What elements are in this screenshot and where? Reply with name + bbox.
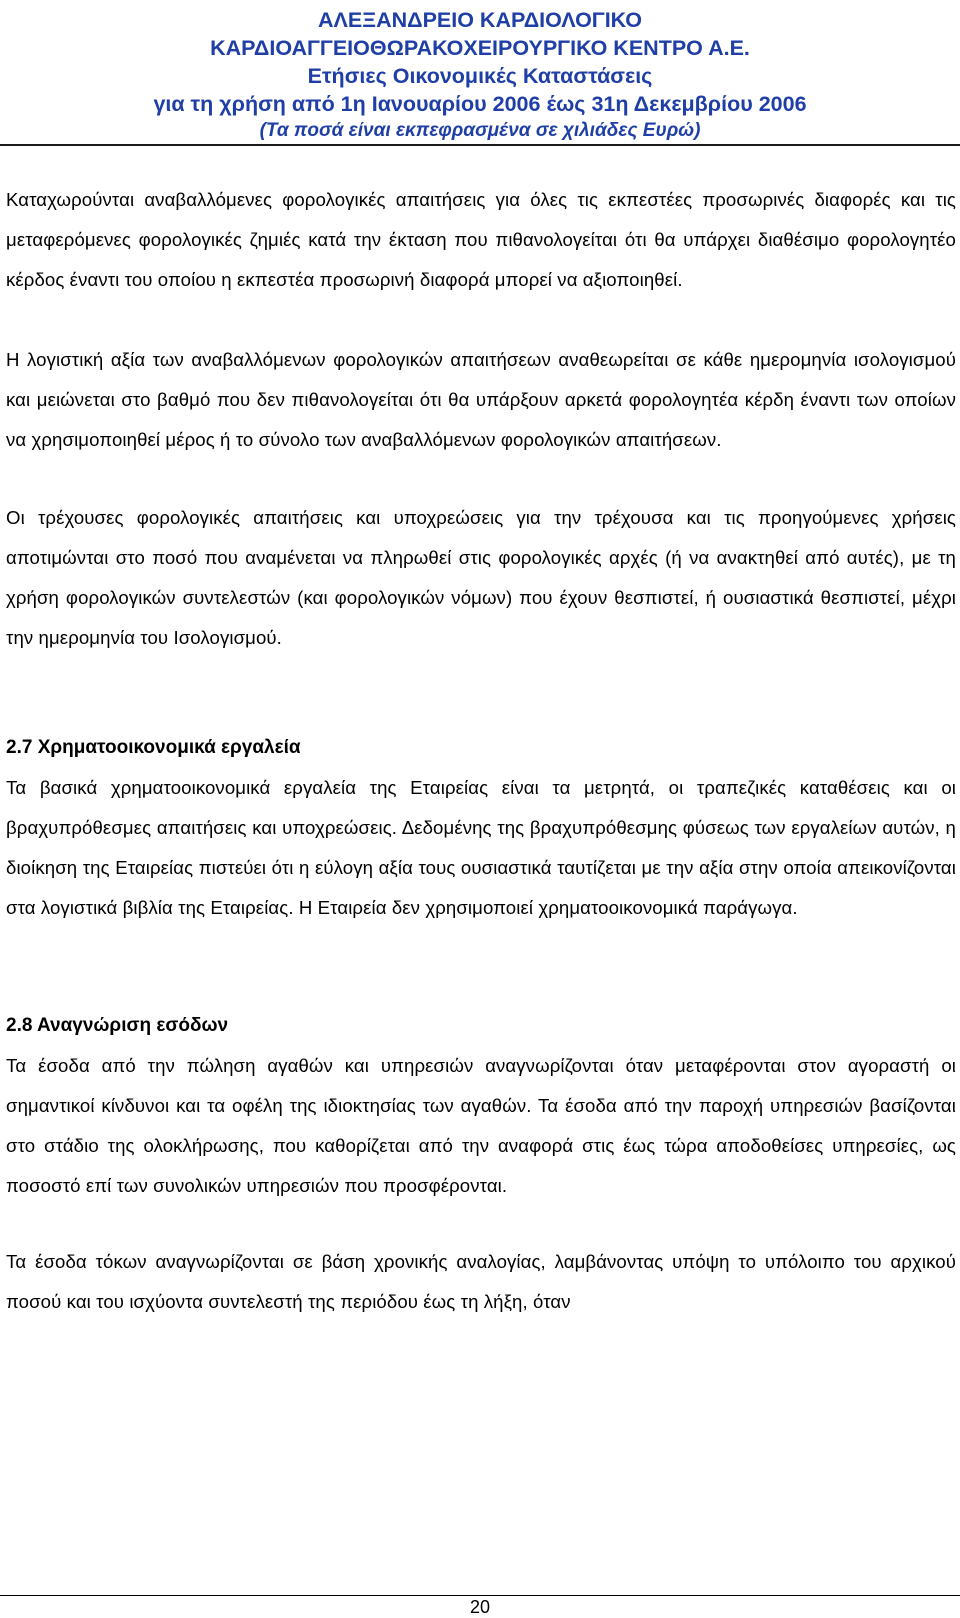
currency-note: (Τα ποσά είναι εκπεφρασμένα σε χιλιάδες Ευρώ) [259,120,701,141]
document-header [0,6,960,144]
section-heading-2-8: 2.8 Αναγνώριση εσόδων [6,1015,229,1036]
paragraph-financial-instruments: Τα βασικά χρηματοοικονομικά εργαλεία της Εταιρείας είναι τα μετρητά, οι τραπεζικές καταθέσεις και οι βραχυπρόθεσμες απαιτήσεις και υποχρεώσεις. Δεδομένης της βραχυπρόθεσμης φύσεως των εργαλείων αυτών, η διοίκηση της Εταιρείας πιστεύει ότι η εύλογη αξία τους ουσιαστικά ταυτίζεται με την αξία στην οποία απεικονίζονται στα λογιστικά βιβλία της Εταιρείας. Η Εταιρεία δεν χρησιμοποιεί χρηματοοικονομικά παράγωγα. [6,777,956,918]
paragraph-revenue-goods-services: Τα έσοδα από την πώληση αγαθών και υπηρεσιών αναγνωρίζονται όταν μεταφέρονται στον αγοραστή οι σημαντικοί κίνδυνοι και τα οφέλη της ιδιοκτησίας των αγαθών. Τα έσοδα από την παροχή υπηρεσιών βασίζονται στο στάδιο της ολοκλήρωσης, που καθορίζεται από την αναφορά στις έως τώρα αποδοθείσες υπηρεσίες, ως ποσοστό επί των συνολικών υπηρεσιών που προσφέρονται. [6,1055,956,1196]
page-number: 20 [469,1597,491,1617]
paragraph-interest-income: Τα έσοδα τόκων αναγνωρίζονται σε βάση χρονικής αναλογίας, λαμβάνοντας υπόψη το υπόλοιπο του αρχικού ποσού και του ισχύοντα συντελεστή της περιόδου έως τη λήξη, όταν [6,1251,956,1312]
report-title: Ετήσιες Οικονομικές Καταστάσεις [307,64,653,88]
section-revenue-recognition [6,1006,956,1322]
paragraph-current-tax: Οι τρέχουσες φορολογικές απαιτήσεις και υποχρεώσεις για την τρέχουσα και τις προηγούμενες χρήσεις αποτιμώνται στο ποσό που αναμένεται να πληρωθεί στις φορολογικές αρχές (ή να ανακτηθεί από αυτές), με τη χρήση φορολογικών συντελεστών (και φορολογικών νόμων) που έχουν θεσπιστεί, ή ουσιαστικά θεσπιστεί, μέχρι την ημερομηνία του Ισολογισμού. [6,507,956,648]
report-period: για τη χρήση από 1η Ιανουαρίου 2006 έως 31η Δεκεμβρίου 2006 [153,92,807,116]
company-name-line2: ΚΑΡΔΙΟΑΓΓΕΙΟΘΩΡΑΚΟΧΕΙΡΟΥΡΓΙΚΟ ΚΕΝΤΡΟ Α.Ε. [210,36,750,60]
document-body [6,180,956,1322]
section-heading-2-7: 2.7 Χρηματοοικονομικά εργαλεία [6,737,301,758]
paragraph-deferred-tax-assets: Καταχωρούνται αναβαλλόμενες φορολογικές απαιτήσεις για όλες τις εκπεστέες προσωρινές διαφορές και τις μεταφερόμενες φορολογικές ζημιές κατά την έκταση που πιθανολογείται ότι θα υπάρχει διαθέσιμο φορολογητέο κέρδος έναντι του οποίου η εκπεστέα προσωρινή διαφορά μπορεί να αξιοποιηθεί. [6,189,956,290]
header-divider [0,144,960,146]
paragraph-carrying-amount: Η λογιστική αξία των αναβαλλόμενων φορολογικών απαιτήσεων αναθεωρείται σε κάθε ημερομηνία ισολογισμού και μειώνεται στο βαθμό που δεν πιθανολογείται ότι θα υπάρξουν αρκετά φορολογητέα κέρδη έναντι των οποίων να χρησιμοποιηθεί μέρος ή το σύνολο των αναβαλλόμενων φορολογικών απαιτήσεων. [6,349,956,450]
section-financial-instruments [6,728,956,928]
company-name-line1: ΑΛΕΞΑΝΔΡΕΙΟ ΚΑΡΔΙΟΛΟΓΙΚΟ [318,8,642,32]
